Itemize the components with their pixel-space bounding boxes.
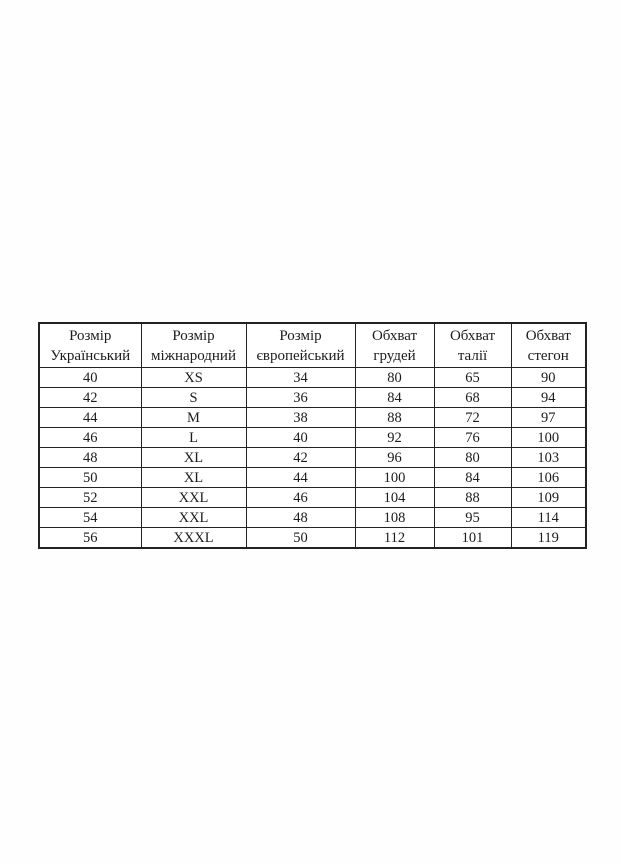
header-line: Розмір <box>279 327 322 344</box>
table-cell: 40 <box>246 428 355 448</box>
table-cell: 48 <box>39 448 141 468</box>
table-cell: 50 <box>39 468 141 488</box>
table-cell: 65 <box>434 368 511 388</box>
table-cell: XL <box>141 448 246 468</box>
table-cell: 76 <box>434 428 511 448</box>
header-line: Український <box>50 347 131 364</box>
table-cell: 94 <box>511 388 586 408</box>
table-cell: XXL <box>141 508 246 528</box>
column-header-hips <box>511 323 586 368</box>
table-cell: 42 <box>246 448 355 468</box>
table-cell: 112 <box>355 528 434 549</box>
table-cell: 34 <box>246 368 355 388</box>
table-cell: 96 <box>355 448 434 468</box>
table-row <box>39 488 586 508</box>
table-cell: S <box>141 388 246 408</box>
table-cell: 84 <box>355 388 434 408</box>
table-cell: 36 <box>246 388 355 408</box>
header-line: міжнародний <box>151 347 236 364</box>
table-cell: 100 <box>355 468 434 488</box>
table-row <box>39 528 586 549</box>
column-header-chest <box>355 323 434 368</box>
header-line: грудей <box>373 347 416 364</box>
table-cell: 97 <box>511 408 586 428</box>
table-cell: 56 <box>39 528 141 549</box>
table-cell: 109 <box>511 488 586 508</box>
header-line: Розмір <box>69 327 112 344</box>
table-row <box>39 468 586 488</box>
table-row <box>39 408 586 428</box>
table-cell: 90 <box>511 368 586 388</box>
size-chart-table <box>38 322 587 549</box>
table-row <box>39 448 586 468</box>
table-cell: 88 <box>434 488 511 508</box>
table-cell: 84 <box>434 468 511 488</box>
table-cell: 72 <box>434 408 511 428</box>
table-cell: 80 <box>355 368 434 388</box>
table-cell: 106 <box>511 468 586 488</box>
table-cell: 38 <box>246 408 355 428</box>
table-cell: 103 <box>511 448 586 468</box>
table-cell: 95 <box>434 508 511 528</box>
table-cell: 44 <box>39 408 141 428</box>
table-cell: 50 <box>246 528 355 549</box>
table-cell: 100 <box>511 428 586 448</box>
header-line: стегон <box>527 347 569 364</box>
table-cell: 114 <box>511 508 586 528</box>
table-row <box>39 508 586 528</box>
table-cell: 68 <box>434 388 511 408</box>
table-cell: M <box>141 408 246 428</box>
header-line: талії <box>457 347 488 364</box>
header-line: Обхват <box>449 327 496 344</box>
column-header-size-intl <box>141 323 246 368</box>
table-cell: 46 <box>39 428 141 448</box>
table-row <box>39 428 586 448</box>
header-line: Обхват <box>525 327 571 344</box>
header-line: Обхват <box>371 327 418 344</box>
table-cell: 46 <box>246 488 355 508</box>
table-cell: L <box>141 428 246 448</box>
table-cell: 48 <box>246 508 355 528</box>
header-row <box>39 323 586 368</box>
table-cell: 101 <box>434 528 511 549</box>
table-cell: XL <box>141 468 246 488</box>
table-cell: 52 <box>39 488 141 508</box>
table-cell: 42 <box>39 388 141 408</box>
table-cell: XS <box>141 368 246 388</box>
header-line: європейський <box>256 347 345 364</box>
table-cell: 80 <box>434 448 511 468</box>
table-cell: 92 <box>355 428 434 448</box>
header-line: Розмір <box>172 327 215 344</box>
table-row <box>39 368 586 388</box>
column-header-waist <box>434 323 511 368</box>
table-cell: XXXL <box>141 528 246 549</box>
table-row <box>39 388 586 408</box>
table-cell: 108 <box>355 508 434 528</box>
column-header-size-eu <box>246 323 355 368</box>
column-header-size-ua <box>39 323 141 368</box>
table-cell: 44 <box>246 468 355 488</box>
table-cell: 40 <box>39 368 141 388</box>
table-cell: 119 <box>511 528 586 549</box>
table-cell: 88 <box>355 408 434 428</box>
table-cell: XXL <box>141 488 246 508</box>
table-cell: 104 <box>355 488 434 508</box>
table-cell: 54 <box>39 508 141 528</box>
